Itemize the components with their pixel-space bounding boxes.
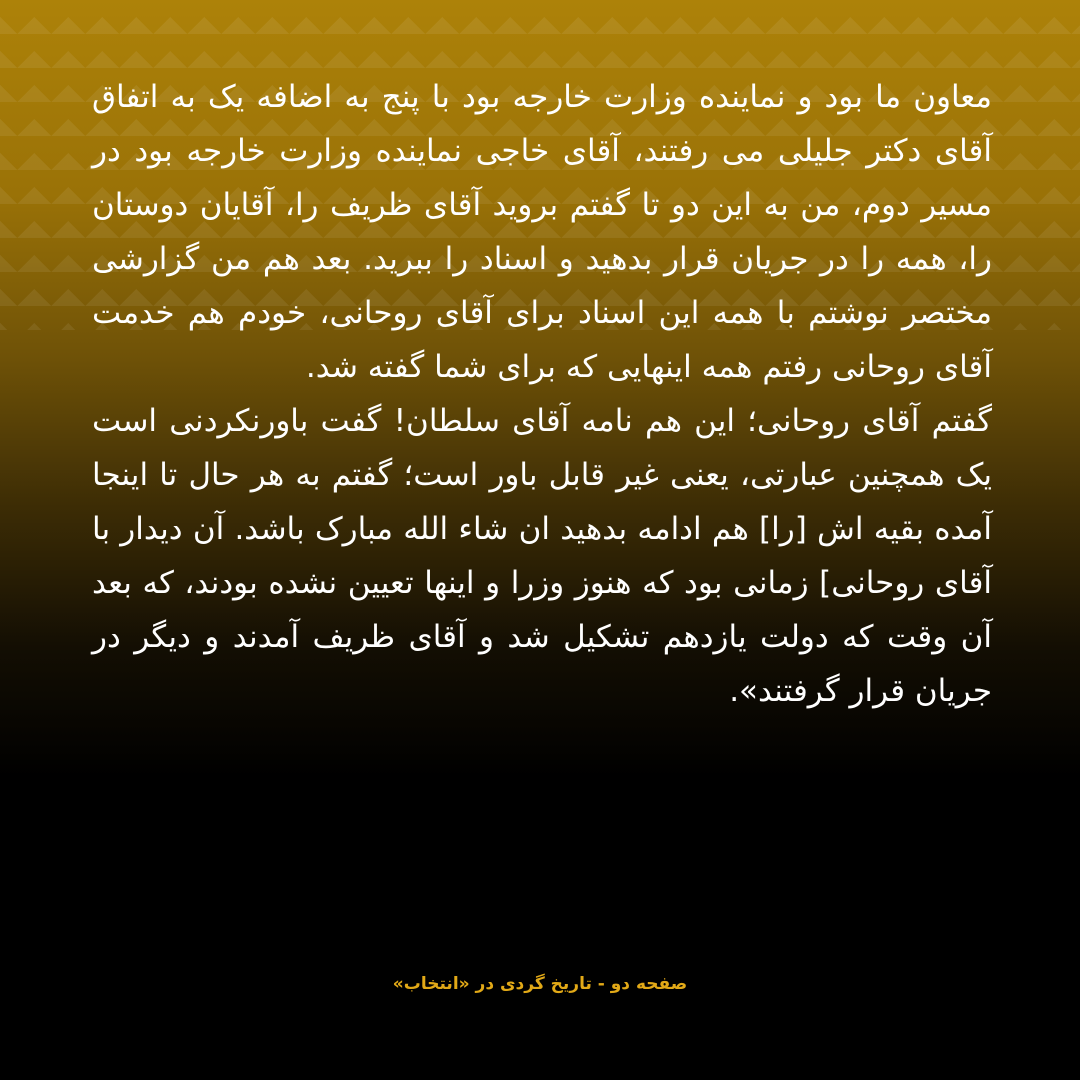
article-paragraph-2: گفتم آقای روحانی؛ این هم نامه آقای سلطان! گفت باورنکردنی است یک همچنین عبارتی، یعنی غیر قابل باور است؛ گفتم به هر حال تا اینجا آمده بقیه اش [را] هم ادامه بدهید ان شاء الله مبارک باشد. آن دیدار با آقای روحانی] زمانی بود که هنوز وزرا و اینها تعیین نشده بودند، که بعد آن وقت که دولت یازدهم تشکیل شد و آقای ظریف آمدند و دیگر در جریان قرار گرفتند». [92,403,992,709]
article-body [92,70,992,718]
footer-caption: صفحه دو - تاریخ گردی در «انتخاب» [392,974,688,994]
article-paragraph-1: معاون ما بود و نماینده وزارت خارجه بود با پنج به اضافه یک به اتفاق آقای دکتر جلیلی می رفتند، آقای خاجی نماینده وزارت خارجه بود در مسیر دوم، من به این دو تا گفتم بروید آقای ظریف را، آقایان دوستان را، همه را در جریان قرار بدهید و اسناد را ببرید. بعد هم من گزارشی مختصر نوشتم با همه این اسناد برای آقای روحانی، خودم هم خدمت آقای روحانی رفتم همه اینهایی که برای شما گفته شد. [92,79,992,385]
